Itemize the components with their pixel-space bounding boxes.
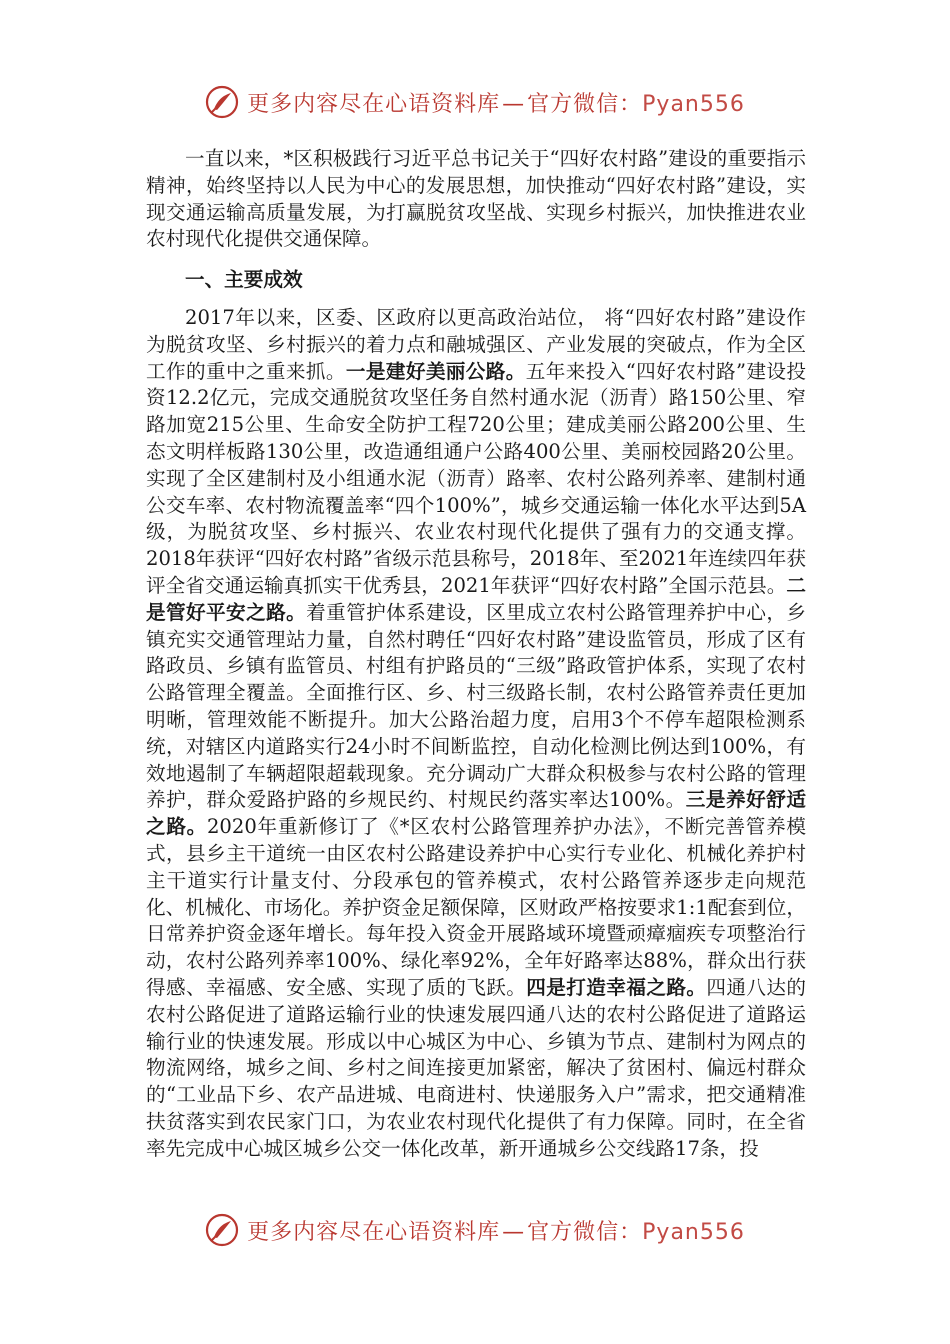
watermark-footer	[0, 1210, 950, 1250]
quill-logo-icon	[205, 85, 239, 119]
para-text-c: 五年来投入“四好农村路”建设投资12.2亿元，完成交通脱贫攻坚任务自然村通水泥（沥青）路150公里、窄路加宽215公里、生命安全防护工程720公里；建成美丽公路200公里、生态文明样板路130公里，改造通组通户公路400公里、美丽校园路20公里。实现了全区建制村及小组通水泥（沥青）路率、农村公路列养率、建制村通公交车率、农村物流覆盖率“四个100%”，城乡交通运输一体化水平达到5A级，为脱贫攻坚、乡村振兴、农业农村现代化提供了强有力的交通支撑。2018年获评“四好农村路”省级示范县称号，2018年、至2021年连续四年获评全省交通运输真抓实干优秀县，2021年获评“四好农村路”全国示范县。	[146, 359, 807, 597]
para-text-a: 2017年以来，区委、区政府以更高政治站位， 将“四好农村路”建设作为脱贫攻坚、乡村振兴的着力点和融城强区、产业发展的突破点，作为全区工作的重中之重来抓。	[146, 305, 806, 383]
watermark-main: 更多内容尽在心语资料库	[247, 91, 501, 117]
watermark-id: Pyan556	[642, 91, 745, 117]
section-heading: 一、主要成效	[185, 268, 303, 292]
watermark-main: 更多内容尽在心语资料库	[247, 1219, 501, 1245]
para-text-e: 2020年重新修订了《*区农村公路管理养护办法》，不断完善管养模式，县乡主干道统一由区农村公路建设养护中心实行专业化、机械化养护村主干道实行计量支付、分段承包的管养模式，农村公路管养逐步走向规范化、机械化、市场化。养护资金足额保障，区财政严格按要求1:1配套到位，日常养护资金逐年增长。每年投入资金开展路域环境暨顽瘴痼疾专项整治行动，农村公路列养率100%、绿化率92%，全年好路率达88%，群众出行获得感、幸福感、安全感、实现了质的飞跃。	[146, 815, 806, 999]
bold-point-3: 三是养好舒适之路。	[146, 788, 807, 839]
quill-logo-icon	[205, 1213, 239, 1247]
watermark-id: Pyan556	[642, 1219, 745, 1245]
bold-point-4: 四是打造幸福之路。	[526, 975, 707, 999]
watermark-label: 官方微信：	[527, 91, 643, 117]
bold-point-1: 一是建好美丽公路。	[345, 359, 526, 383]
watermark-header	[0, 82, 950, 122]
watermark-label: 官方微信：	[527, 1219, 643, 1245]
para-text-f: 四通八达的农村公路促进了道路运输行业的快速发展四通八达的农村公路促进了道路运输行业的快速发展。形成以中心城区为中心、乡镇为节点、建制村为网点的物流网络，城乡之间、乡村之间连接更加紧密，解决了贫困村、偏远村群众的“工业品下乡、农产品进城、电商进村、快递服务入户”需求，把交通精准扶贫落实到农民家门口，为农业农村现代化提供了有力保障。同时，在全省率先完成中心城区城乡公交一体化改革，新开通城乡公交线路17条，投	[146, 975, 807, 1160]
intro-paragraph: 一直以来，*区积极践行习近平总书记关于“四好农村路”建设的重要指示精神，始终坚持以人民为中心的发展思想，加快推动“四好农村路”建设，实现交通运输高质量发展，为打赢脱贫攻坚战、实现乡村振兴，加快推进农业农村现代化提供交通保障。	[146, 147, 806, 251]
document-body	[146, 146, 806, 1162]
para-text-d: 着重管护体系建设，区里成立农村公路管理养护中心，乡镇充实交通管理站力量，自然村聘任“四好农村路”建设监管员，形成了区有路政员、乡镇有监管员、村组有护路员的“三级”路政管护体系，实现了农村公路管理全覆盖。全面推行区、乡、村三级路长制，农村公路管养责任更加明晰，管理效能不断提升。加大公路治超力度，启用3个不停车超限检测系统，对辖区内道路实行24小时不间断监控，自动化检测比例达到100%，有效地遏制了车辆超限超载现象。充分调动广大群众积极参与农村公路的管理养护，群众爱路护路的乡规民约、村规民约落实率达100%。	[146, 600, 807, 812]
watermark-text	[247, 1215, 745, 1246]
watermark-separator: —	[502, 1219, 526, 1245]
achievements-paragraph	[146, 305, 806, 1163]
watermark-text	[247, 87, 745, 118]
watermark-separator: —	[502, 91, 526, 117]
bold-point-2: 二是管好平安之路。	[146, 573, 806, 624]
